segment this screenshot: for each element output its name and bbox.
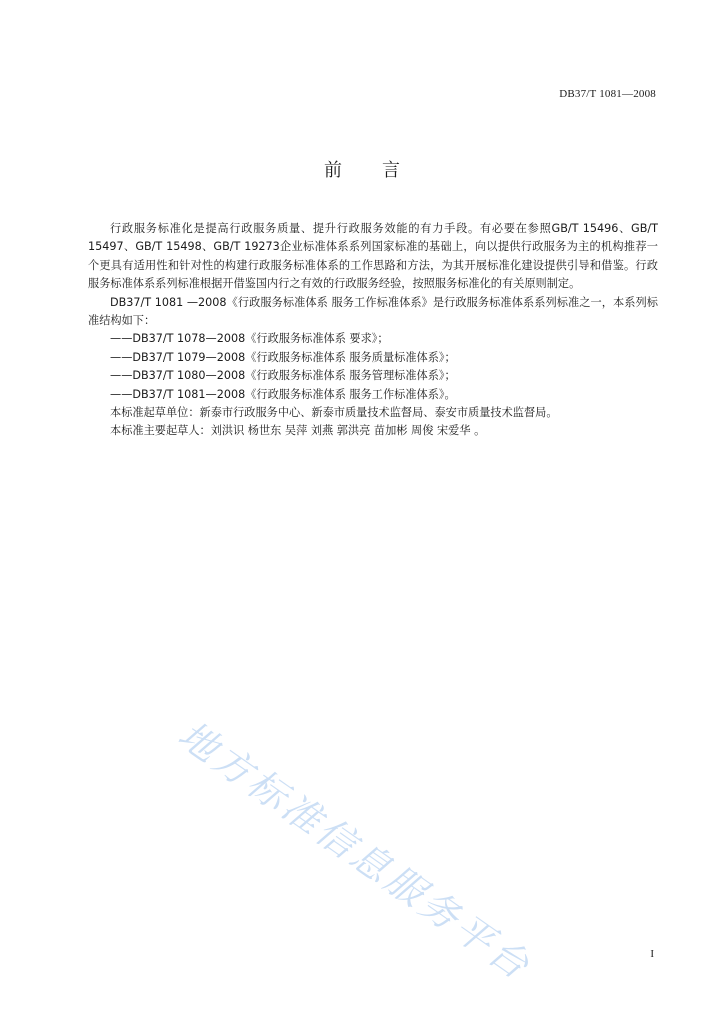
paragraph-drafters: 本标准主要起草人：刘洪识 杨世东 吴萍 刘燕 郭洪亮 苗加彬 周俊 宋爱华 。 <box>110 424 486 438</box>
paragraph-series: DB37/T 1081 —2008《行政服务标准体系 服务工作标准体系》是行政服务标准体系系列标准之一，本系列标准结构如下： <box>88 295 658 328</box>
page-title: 前言 <box>324 160 440 181</box>
foreword-body <box>88 220 658 441</box>
watermark: 地方标准信息服务平台 <box>170 712 540 990</box>
page-number: I <box>650 948 654 960</box>
paragraph-drafting-unit: 本标准起草单位：新泰市行政服务中心、新泰市质量技术监督局、泰安市质量技术监督局。 <box>110 406 558 420</box>
document-code: DB37/T 1081—2008 <box>559 88 656 100</box>
list-item: ——DB37/T 1078—2008《行政服务标准体系 要求》； <box>110 332 389 346</box>
list-item: ——DB37/T 1081—2008《行政服务标准体系 服务工作标准体系》。 <box>110 387 456 401</box>
list-item: ——DB37/T 1079—2008《行政服务标准体系 服务质量标准体系》； <box>110 350 456 364</box>
list-item: ——DB37/T 1080—2008《行政服务标准体系 服务管理标准体系》； <box>110 369 456 383</box>
paragraph-intro: 行政服务标准化是提高行政服务质量、提升行政服务效能的有力手段。有必要在参照GB/T 15496、GB/T 15497、GB/T 15498、GB/T 19273企业标准体系系列国家标准的基础上，向以提供行政服务为主的机构推荐一个更具有适用性和针对性的构建行政服务标准体系的工作思路和方法，为其开展标准化建设提供引导和借鉴。行政服务标准体系系列标准根据开借鉴国内行之有效的行政服务经验，按照服务标准化的有关原则制定。 <box>88 222 658 291</box>
